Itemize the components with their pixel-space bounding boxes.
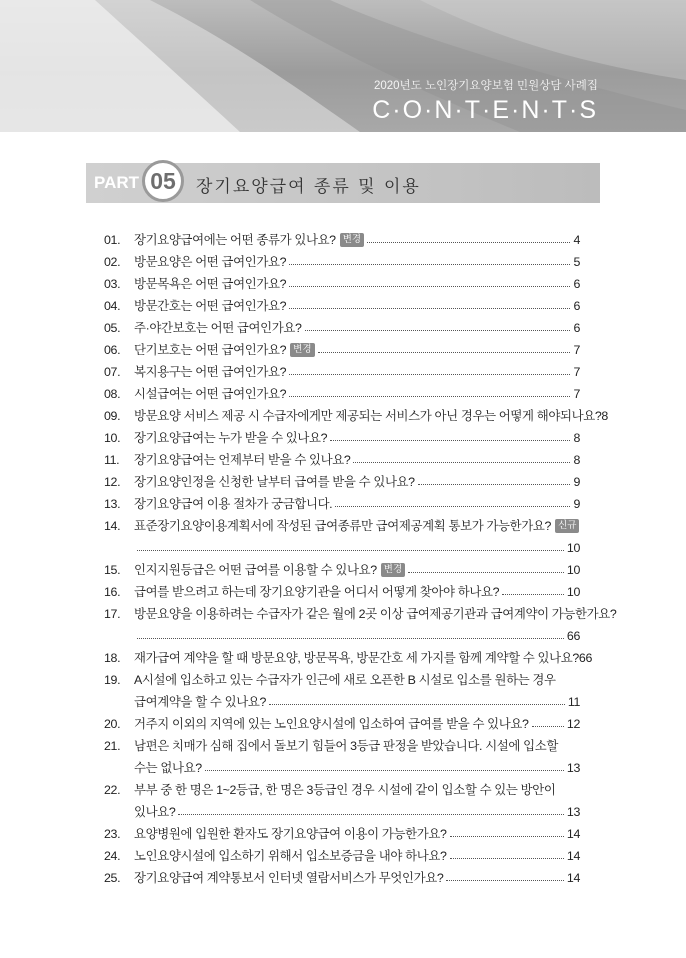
toc-entry-number: 15. (104, 563, 121, 577)
toc-entry-title: 시설급여는 어떤 급여인가요? (134, 387, 287, 401)
toc-leader-dots (450, 858, 564, 859)
toc-leader-dots (205, 770, 564, 771)
toc-leader-dots (289, 264, 570, 265)
toc-entry-page: 10 (566, 541, 580, 555)
toc-entry[interactable] (104, 317, 580, 339)
toc-entry-title: 방문요양은 어떤 급여인가요? (134, 255, 287, 269)
toc-entry-page: 7 (573, 365, 580, 379)
toc-entry[interactable] (104, 273, 580, 295)
toc-entry-title-continued: 급여계약을 할 수 있나요? (134, 695, 267, 709)
toc-entry-title: 표준장기요양이용계획서에 작성된 급여종류만 급여제공계획 통보가 가능한가요? (134, 519, 552, 533)
toc-entry-title-continued: 수는 없나요? (134, 761, 202, 775)
toc-entry-page: 8 (573, 453, 580, 467)
toc-entry[interactable] (104, 405, 608, 427)
toc-entry-badge: 변경 (290, 343, 314, 357)
toc-entry[interactable] (104, 559, 580, 581)
toc-leader-dots (289, 308, 570, 309)
toc-entry-number: 22. (104, 783, 121, 797)
page-header (0, 0, 686, 132)
toc-entry-number: 01. (104, 233, 121, 247)
toc-entry-page: 6 (573, 299, 580, 313)
toc-entry-title: 요양병원에 입원한 환자도 장기요양급여 이용이 가능한가요? (134, 827, 447, 841)
toc-entry-number: 19. (104, 673, 121, 687)
toc-entry[interactable] (104, 251, 580, 273)
toc-leader-dots (418, 484, 571, 485)
toc-entry-page: 7 (573, 387, 580, 401)
toc-entry[interactable] (104, 383, 580, 405)
toc-entry-number: 18. (104, 651, 121, 665)
toc-entry-page: 13 (566, 805, 580, 819)
toc-entry-title: 방문간호는 어떤 급여인가요? (134, 299, 287, 313)
part-number: 05 (150, 167, 176, 194)
toc-entry-badge: 변경 (340, 233, 364, 247)
contents-heading: C·O·N·T·E·N·T·S (372, 96, 598, 124)
toc-entry-page: 12 (566, 717, 580, 731)
toc-entry-number: 12. (104, 475, 121, 489)
toc-entry[interactable] (104, 581, 580, 603)
toc-entry-number: 10. (104, 431, 121, 445)
toc-entry-title: 급여를 받으려고 하는데 장기요양기관을 어디서 어떻게 찾아야 하나요? (134, 585, 500, 599)
toc-entry[interactable] (104, 295, 580, 317)
toc-entry-title: 장기요양급여에는 어떤 종류가 있나요? (134, 233, 336, 247)
toc-entry-number: 11. (104, 453, 120, 467)
toc-entry-page: 6 (573, 277, 580, 291)
toc-entry-title: 부부 중 한 명은 1~2등급, 한 명은 3등급인 경우 시설에 같이 입소할 수 있는 방안이 (134, 783, 556, 797)
series-title: 2020년도 노인장기요양보험 민원상담 사례집 (373, 80, 598, 92)
toc-entry-page: 5 (573, 255, 580, 269)
toc-entry-title: 인지지원등급은 어떤 급여를 이용할 수 있나요? (134, 563, 377, 577)
toc-leader-dots (318, 352, 571, 353)
toc-leader-dots (450, 836, 564, 837)
toc-entry-title: 장기요양급여는 언제부터 받을 수 있나요? (134, 453, 351, 467)
part-title: 장기요양급여 종류 및 이용 (196, 177, 421, 197)
toc-entry[interactable] (104, 603, 617, 647)
toc-entry-page: 66 (566, 629, 580, 643)
toc-entry[interactable] (104, 229, 580, 251)
toc-entry-page: 4 (573, 233, 580, 247)
toc-entry-page: 10 (566, 563, 580, 577)
toc-entry-number: 17. (104, 607, 121, 621)
toc-leader-dots (289, 374, 570, 375)
toc-entry[interactable] (104, 713, 580, 735)
toc-entry-number: 13. (104, 497, 121, 511)
part-number-badge (142, 160, 184, 202)
toc-entry-title: 방문요양을 이용하려는 수급자가 같은 월에 2곳 이상 급여제공기관과 급여계약이 가능한가요? (134, 607, 617, 621)
toc-entry-title: 장기요양인정을 신청한 날부터 급여를 받을 수 있나요? (134, 475, 415, 489)
toc-entry-number: 20. (104, 717, 121, 731)
toc-entry[interactable] (104, 471, 580, 493)
toc-entry-number: 03. (104, 277, 121, 291)
toc-entry[interactable] (104, 845, 580, 867)
toc-entry-number: 06. (104, 343, 121, 357)
toc-leader-dots (330, 440, 570, 441)
toc-entry-page: 7 (573, 343, 580, 357)
toc-leader-dots (502, 594, 564, 595)
toc-entry[interactable] (104, 735, 580, 779)
toc-entry-number: 23. (104, 827, 121, 841)
toc-leader-dots (269, 704, 565, 705)
toc-entry-title: 재가급여 계약을 할 때 방문요양, 방문목욕, 방문간호 세 가지를 함께 계약할 수 있나요? (134, 651, 579, 665)
toc-entry-title: 복지용구는 어떤 급여인가요? (134, 365, 287, 379)
toc-leader-dots (289, 396, 570, 397)
toc-entry-title: 장기요양급여 이용 절차가 궁금합니다. (134, 497, 333, 511)
toc-entry-page: 14 (566, 849, 580, 863)
toc-leader-dots (137, 550, 564, 551)
toc-entry-badge: 변경 (381, 563, 405, 577)
toc-entry-title: 단기보호는 어떤 급여인가요? (134, 343, 287, 357)
toc-entry-title: 거주지 이외의 지역에 있는 노인요양시설에 입소하여 급여를 받을 수 있나요? (134, 717, 529, 731)
toc-leader-dots (178, 814, 564, 815)
table-of-contents (104, 229, 617, 889)
toc-entry-title: 방문요양 서비스 제공 시 수급자에게만 제공되는 서비스가 아닌 경우는 어떻게 해야되나요? (134, 409, 602, 423)
toc-entry-page: 14 (566, 827, 580, 841)
toc-entry-page: 9 (573, 497, 580, 511)
toc-leader-dots (305, 330, 571, 331)
toc-entry-title: A시설에 입소하고 있는 수급자가 인근에 새로 오픈한 B 시설로 입소를 원하는 경우 (134, 673, 556, 687)
toc-entry-title: 방문목욕은 어떤 급여인가요? (134, 277, 287, 291)
toc-entry-number: 16. (104, 585, 121, 599)
toc-entry-number: 04. (104, 299, 121, 313)
toc-entry-number: 07. (104, 365, 121, 379)
toc-entry[interactable] (104, 823, 580, 845)
toc-leader-dots (289, 286, 570, 287)
toc-entry[interactable] (104, 427, 580, 449)
toc-entry-title: 주·야간보호는 어떤 급여인가요? (134, 321, 302, 335)
toc-entry[interactable] (104, 779, 580, 823)
toc-entry-number: 09. (104, 409, 121, 423)
toc-entry-page: 9 (573, 475, 580, 489)
toc-entry-number: 02. (104, 255, 121, 269)
part-label: PART (94, 173, 140, 192)
toc-entry[interactable] (104, 669, 580, 713)
toc-entry-badge: 신규 (555, 519, 579, 533)
toc-leader-dots (137, 638, 564, 639)
toc-entry-page: 6 (573, 321, 580, 335)
toc-entry-title: 장기요양급여 계약통보서 인터넷 열람서비스가 무엇인가요? (134, 871, 444, 885)
toc-entry-page: 66 (578, 651, 592, 665)
toc-entry[interactable] (104, 867, 580, 889)
toc-entry-page: 8 (573, 431, 580, 445)
toc-entry-number: 14. (104, 519, 121, 533)
toc-entry[interactable] (104, 449, 580, 471)
toc-entry-title-continued: 있나요? (134, 805, 176, 819)
toc-entry-page: 14 (566, 871, 580, 885)
toc-entry-page: 13 (566, 761, 580, 775)
toc-entry-page: 11 (567, 695, 580, 709)
toc-entry-number: 24. (104, 849, 121, 863)
toc-entry[interactable] (104, 493, 580, 515)
toc-entry-page: 10 (566, 585, 580, 599)
toc-leader-dots (408, 572, 564, 573)
toc-entry-number: 05. (104, 321, 121, 335)
toc-entry[interactable] (104, 515, 580, 559)
toc-entry-page: 8 (601, 409, 608, 423)
toc-leader-dots (367, 242, 570, 243)
toc-leader-dots (335, 506, 570, 507)
toc-entry-number: 21. (104, 739, 121, 753)
toc-entry[interactable] (104, 339, 580, 361)
toc-leader-dots (446, 880, 564, 881)
toc-entry-number: 08. (104, 387, 121, 401)
toc-entry[interactable] (104, 647, 592, 669)
toc-leader-dots (353, 462, 570, 463)
toc-entry[interactable] (104, 361, 580, 383)
toc-entry-number: 25. (104, 871, 121, 885)
toc-entry-title: 노인요양시설에 입소하기 위해서 입소보증금을 내야 하나요? (134, 849, 447, 863)
toc-entry-title: 남편은 치매가 심해 집에서 돌보기 힘들어 3등급 판정을 받았습니다. 시설에 입소할 (134, 739, 558, 753)
toc-entry-title: 장기요양급여는 누가 받을 수 있나요? (134, 431, 328, 445)
toc-leader-dots (532, 726, 564, 727)
